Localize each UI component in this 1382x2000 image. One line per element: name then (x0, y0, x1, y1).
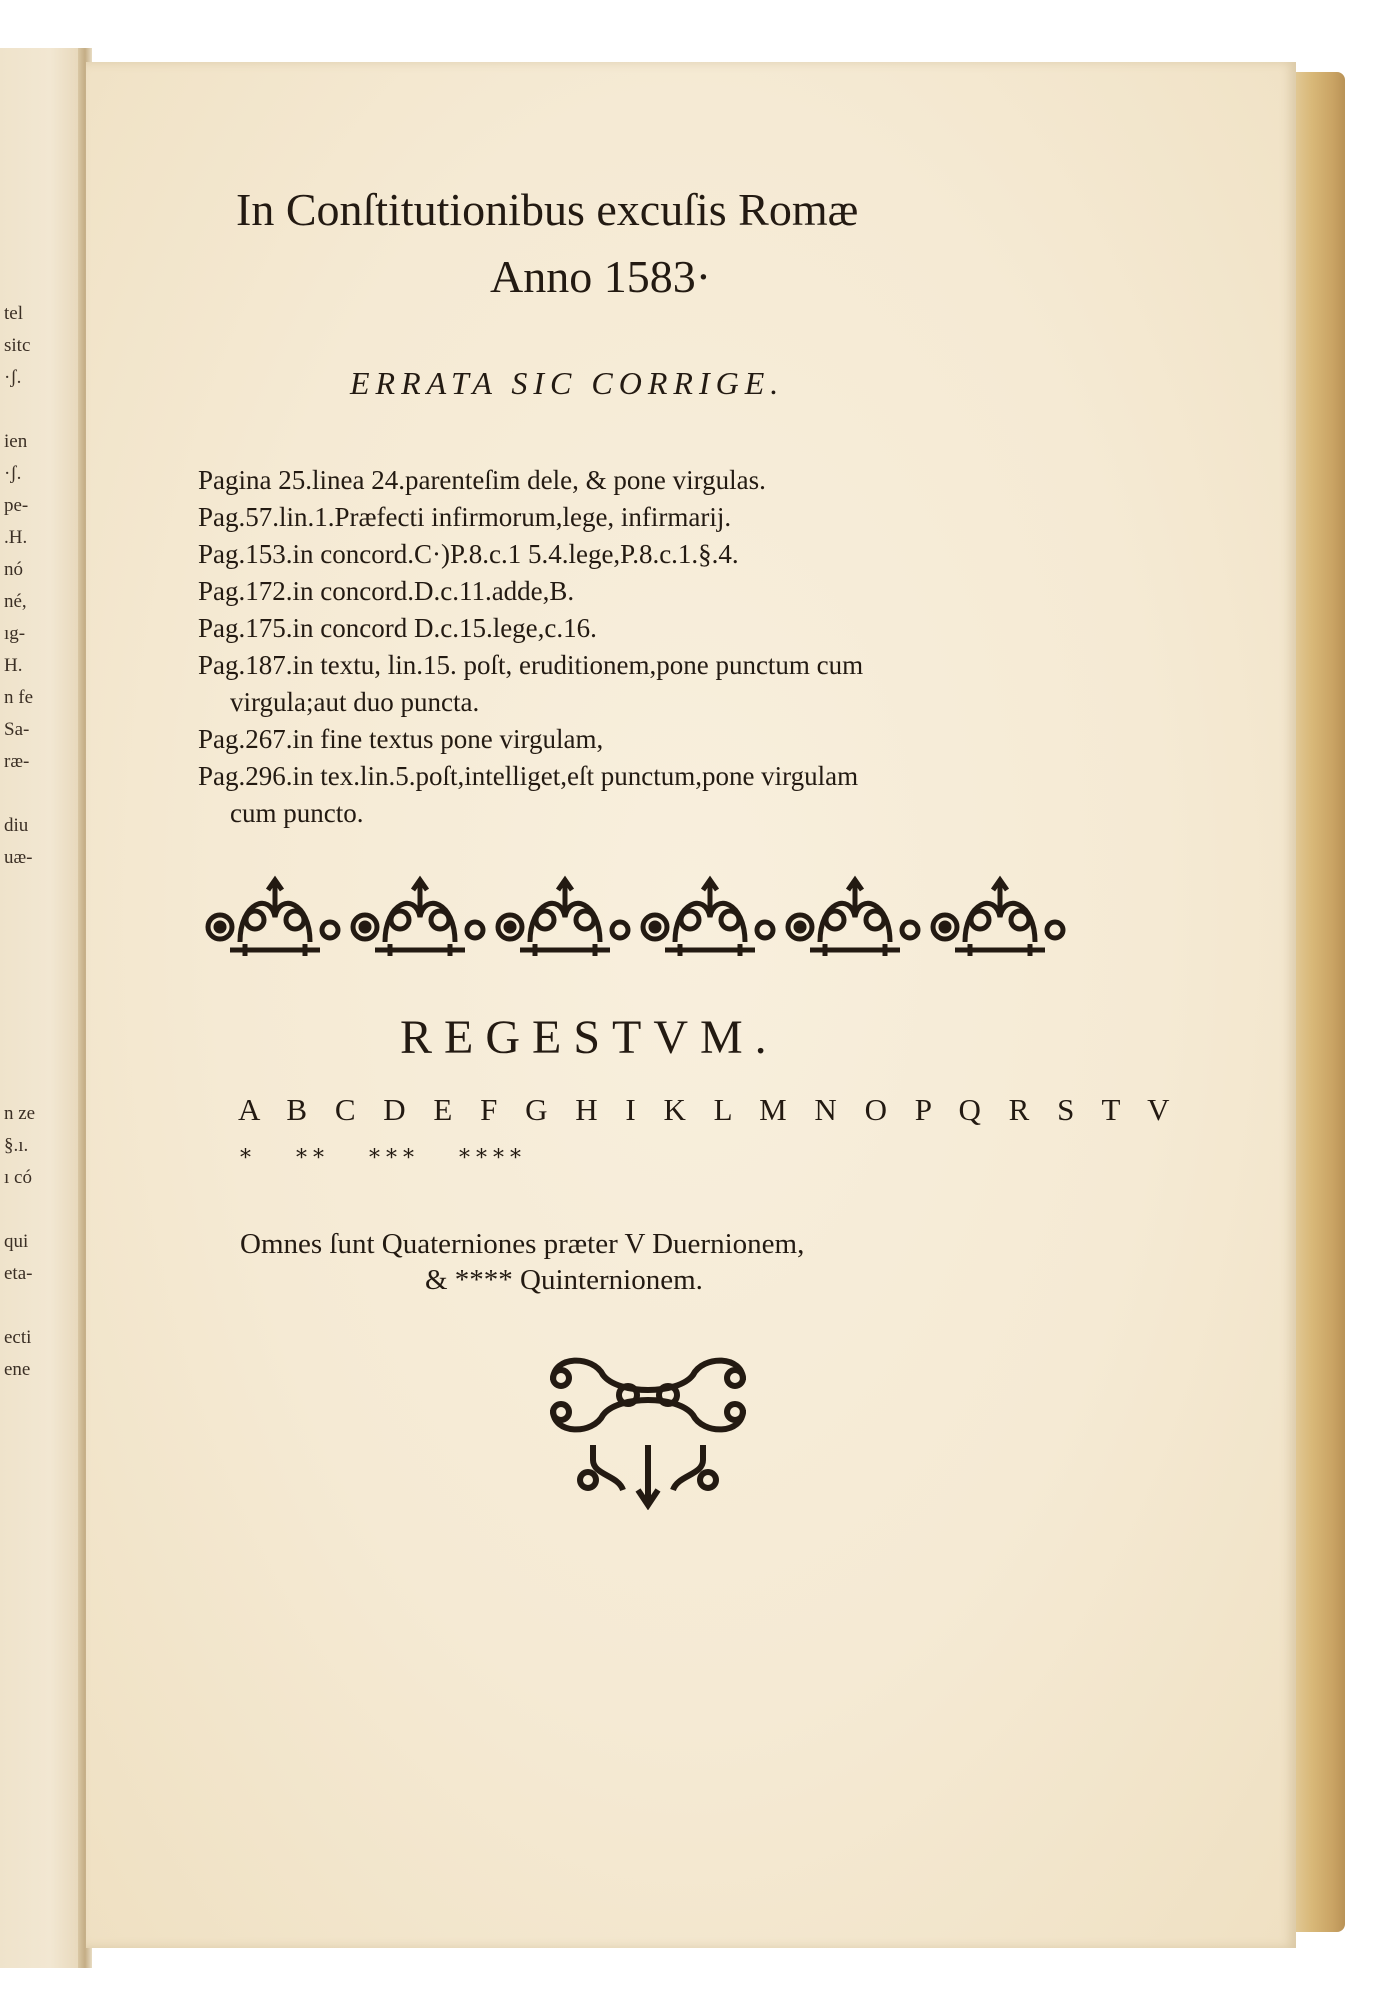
left-page-fragment: ı có (4, 1167, 32, 1188)
left-page-fragment (4, 938, 35, 970)
left-page-fragment: ·ʃ. (4, 463, 22, 484)
left-page-fragment: n ze (4, 1103, 36, 1124)
left-page-fragment (4, 1034, 35, 1066)
left-page-fragment (4, 1194, 35, 1226)
regestum-heading: REGESTVM. (400, 1011, 779, 1064)
errata-heading: ERRATA SIC CORRIGE. (350, 365, 785, 401)
page-title-line2: Anno 1583· (490, 251, 712, 302)
register-letters: A B C D E F G H I K L M N O P Q R S T V (238, 1092, 1180, 1127)
star-group: *** (369, 1146, 420, 1171)
errata-entry: Pagina 25.linea 24.parenteſim dele, & pone virgulas. (198, 465, 766, 495)
errata-entry-continuation: cum puncto. (230, 798, 364, 828)
left-page-fragment: diu (4, 815, 29, 836)
star-group: ** (296, 1146, 330, 1171)
errata-entry: Pag.175.in concord D.c.15.lege,c.16. (198, 613, 597, 643)
left-page-fragment: ene (4, 1359, 31, 1380)
left-page-fragment: H. (4, 655, 23, 676)
errata-entry: Pag.187.in textu, lin.15. poſt, eruditionem,pone punctum cum (198, 650, 864, 680)
errata-entry: Pag.153.in concord.C·)P.8.c.1 5.4.lege,P.8.c.1.§.4. (198, 539, 739, 569)
left-page-fragment (4, 906, 35, 938)
left-page-fragment (4, 1002, 35, 1034)
star-group: **** (459, 1146, 527, 1171)
left-page-fragment: ecti (4, 1327, 32, 1348)
left-page-fragment: nó (4, 559, 23, 580)
left-page-fragment (4, 1066, 35, 1098)
errata-entry: Pag.296.in tex.lin.5.poſt,intelliget,eſt punctum,pone virgulam (198, 761, 859, 791)
left-page-fragment: uæ- (4, 847, 33, 868)
left-page-fragment: sitc (4, 335, 31, 356)
left-page-fragment: eta- (4, 1263, 33, 1284)
facing-left-page (0, 48, 84, 1968)
left-page-fragment: n fe (4, 687, 34, 708)
right-page (86, 62, 1296, 1948)
errata-entry: Pag.172.in concord.D.c.11.adde,B. (198, 576, 575, 606)
errata-entry: Pag.57.lin.1.Præfecti infirmorum,lege, infirmarij. (198, 502, 732, 532)
star-group: * (240, 1146, 257, 1171)
left-page-fragment: ræ- (4, 751, 30, 772)
left-page-fragment (4, 1290, 35, 1322)
left-page-fragment (4, 394, 35, 426)
collation-note-line1: Omnes ſunt Quaterniones præter V Duernionem, (240, 1228, 805, 1260)
left-page-fragment: tel (4, 303, 23, 324)
errata-entry-continuation: virgula;aut duo puncta. (230, 687, 480, 717)
left-page-fragment: .H. (4, 527, 28, 548)
left-page-fragment: ·ʃ. (4, 367, 22, 388)
left-page-fragment: qui (4, 1231, 29, 1252)
left-page-fragment (4, 970, 35, 1002)
left-page-fragment: §.ı. (4, 1135, 29, 1156)
errata-list (198, 462, 863, 832)
left-page-fragment: pe- (4, 495, 29, 516)
left-page-fragment: Sa- (4, 719, 30, 740)
page-title-line1: In Conſtitutionibus excuſis Romæ (236, 184, 859, 235)
fleuron-band-icon (200, 872, 1080, 962)
left-page-fragment: ien (4, 431, 28, 452)
register-stars (240, 1146, 553, 1171)
left-page-text-fragments (4, 298, 35, 1386)
collation-note-line2: & **** Quinternionem. (425, 1264, 703, 1296)
errata-entry: Pag.267.in fine textus pone virgulam, (198, 724, 604, 754)
tailpiece-ornament-icon (533, 1350, 763, 1510)
left-page-fragment (4, 874, 35, 906)
left-page-fragment (4, 778, 35, 810)
left-page-fragment: né, (4, 591, 27, 612)
left-page-fragment: ıg- (4, 623, 26, 644)
